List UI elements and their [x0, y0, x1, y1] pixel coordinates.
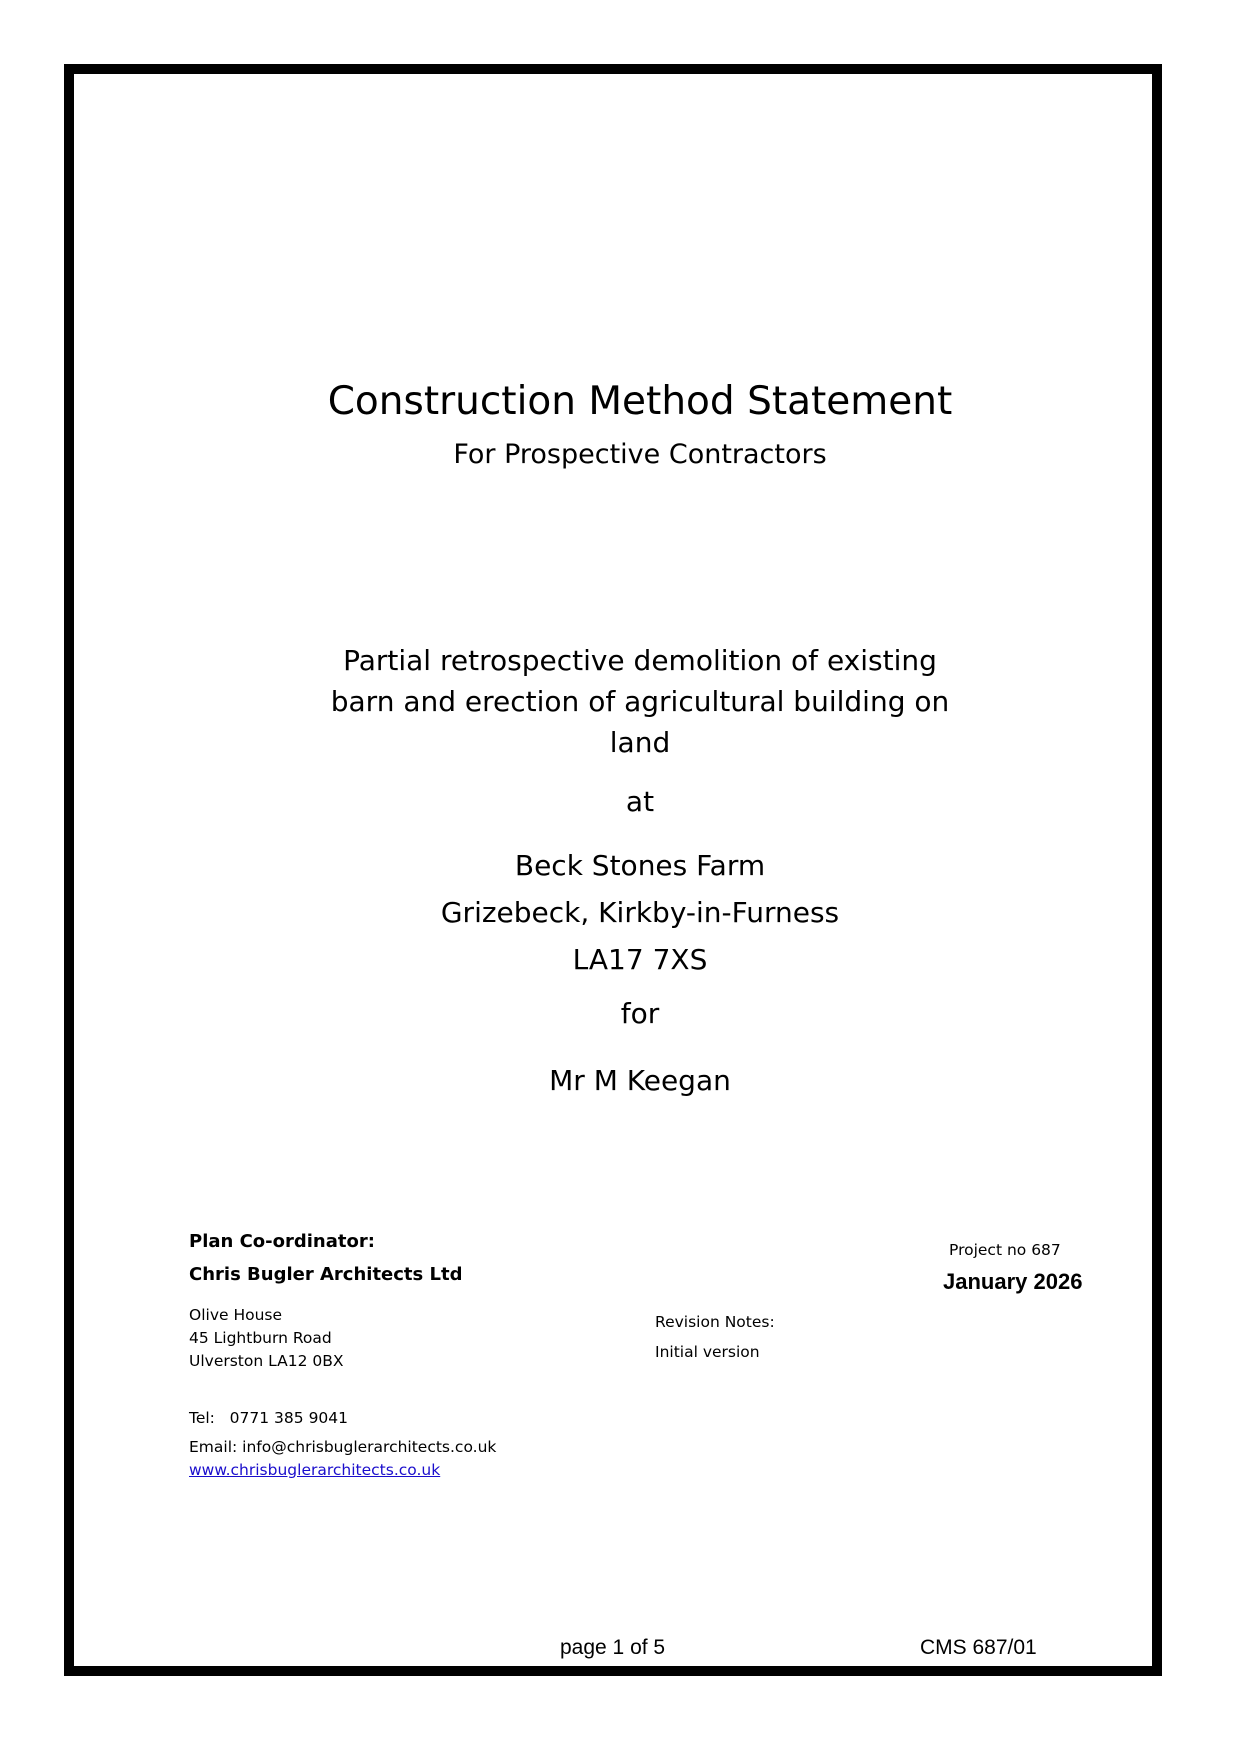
at-label: at [625, 785, 655, 818]
firm-address [189, 1304, 343, 1373]
firm-address-line: Ulverston LA12 0BX [189, 1352, 344, 1370]
document-subtitle: For Prospective Contractors [453, 439, 827, 470]
site-address-line: Grizebeck, Kirkby-in-Furness [440, 896, 840, 929]
coordinator-label: Plan Co-ordinator: [189, 1231, 375, 1252]
client-name: Mr M Keegan [549, 1064, 731, 1097]
revision-notes-value: Initial version [655, 1343, 760, 1361]
website-link[interactable]: www.chrisbuglerarchitects.co.uk [189, 1461, 441, 1479]
site-address-line: LA17 7XS [572, 943, 708, 976]
email: Email: info@chrisbuglerarchitects.co.uk [189, 1438, 497, 1456]
project-date: January 2026 [943, 1269, 1083, 1294]
document-reference: CMS 687/01 [920, 1636, 1037, 1659]
for-label: for [620, 997, 660, 1030]
telephone: Tel: 0771 385 9041 [189, 1409, 349, 1427]
firm-address-line: 45 Lightburn Road [189, 1329, 332, 1347]
firm-name: Chris Bugler Architects Ltd [189, 1264, 463, 1285]
firm-address-line: Olive House [189, 1306, 283, 1324]
page-number: page 1 of 5 [560, 1636, 666, 1659]
site-address [280, 842, 1000, 983]
revision-notes-label: Revision Notes: [655, 1313, 775, 1331]
project-description: Partial retrospective demolition of existing barn and erection of agricultural building on land [330, 644, 950, 759]
document-title: Construction Method Statement [327, 379, 953, 424]
site-address-line: Beck Stones Farm [514, 849, 766, 882]
project-number: Project no 687 [949, 1241, 1061, 1259]
